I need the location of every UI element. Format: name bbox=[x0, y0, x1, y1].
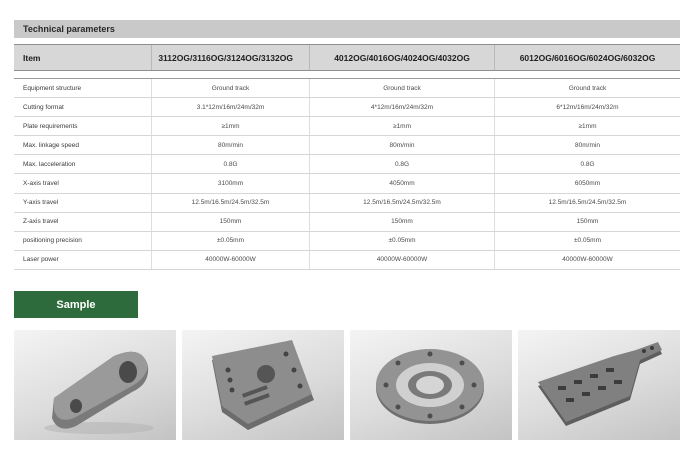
table-row bbox=[14, 194, 680, 213]
row-value: 40000W-60000W bbox=[494, 251, 680, 269]
table-row bbox=[14, 155, 680, 174]
header-model-40: 4012OG/4016OG/4024OG/4032OG bbox=[309, 45, 494, 70]
table-row bbox=[14, 213, 680, 232]
row-value: 150mm bbox=[151, 213, 309, 231]
row-label: Plate requirements bbox=[23, 122, 78, 130]
table-row bbox=[14, 232, 680, 251]
row-value: ±0.05mm bbox=[494, 232, 680, 250]
row-label: positioning precision bbox=[23, 237, 82, 245]
row-value: Ground track bbox=[151, 79, 309, 97]
row-value: 40000W-60000W bbox=[309, 251, 494, 269]
row-value: 150mm bbox=[494, 213, 680, 231]
metal-bracket-icon bbox=[14, 330, 176, 440]
table-row bbox=[14, 98, 680, 117]
machined-plate-icon bbox=[182, 330, 344, 440]
table-row bbox=[14, 79, 680, 98]
row-value: 0.8G bbox=[309, 155, 494, 173]
row-label: Z-axis travel bbox=[23, 218, 59, 226]
row-value: 6*12m/16m/24m/32m bbox=[494, 98, 680, 116]
row-value: 80m/min bbox=[494, 136, 680, 154]
row-value: ≥1mm bbox=[494, 117, 680, 135]
section-title: Technical parameters bbox=[14, 20, 680, 38]
table-row bbox=[14, 117, 680, 136]
parameters-table bbox=[14, 44, 680, 270]
perforated-arm-icon bbox=[518, 330, 680, 440]
row-value: ±0.05mm bbox=[151, 232, 309, 250]
row-value: 150mm bbox=[309, 213, 494, 231]
sample-photo-arm bbox=[518, 330, 680, 440]
row-label: X-axis travel bbox=[23, 180, 59, 188]
row-label: Y-axis travel bbox=[23, 199, 59, 207]
sample-photo-gear bbox=[350, 330, 512, 440]
row-value: 12.5m/16.5m/24.5m/32.5m bbox=[494, 194, 680, 212]
row-value: ≥1mm bbox=[151, 117, 309, 135]
row-value: 12.5m/16.5m/24.5m/32.5m bbox=[151, 194, 309, 212]
row-label: Laser power bbox=[23, 256, 59, 264]
table-header bbox=[14, 44, 680, 71]
header-item: Item bbox=[23, 52, 41, 63]
row-label: Max. lacceleration bbox=[23, 160, 76, 168]
table-row bbox=[14, 251, 680, 270]
row-value: 6050mm bbox=[494, 174, 680, 192]
sample-photo-plate bbox=[182, 330, 344, 440]
row-value: ≥1mm bbox=[309, 117, 494, 135]
row-value: Ground track bbox=[309, 79, 494, 97]
sample-tab[interactable]: Sample bbox=[14, 291, 138, 318]
row-value: ±0.05mm bbox=[309, 232, 494, 250]
gear-ring-icon bbox=[350, 330, 512, 440]
row-label: Equipment structure bbox=[23, 84, 82, 92]
row-value: 4050mm bbox=[309, 174, 494, 192]
header-model-60: 6012OG/6016OG/6024OG/6032OG bbox=[494, 45, 680, 70]
row-value: 40000W-60000W bbox=[151, 251, 309, 269]
row-label: Cutting format bbox=[23, 103, 64, 111]
row-value: 4*12m/16m/24m/32m bbox=[309, 98, 494, 116]
row-value: 80m/min bbox=[309, 136, 494, 154]
row-value: 80m/min bbox=[151, 136, 309, 154]
table-row bbox=[14, 136, 680, 155]
row-value: 0.8G bbox=[494, 155, 680, 173]
row-label: Max. linkage speed bbox=[23, 141, 80, 149]
sample-photo-bracket bbox=[14, 330, 176, 440]
row-value: 3.1*12m/16m/24m/32m bbox=[151, 98, 309, 116]
row-value: Ground track bbox=[494, 79, 680, 97]
row-value: 12.5m/16.5m/24.5m/32.5m bbox=[309, 194, 494, 212]
row-value: 0.8G bbox=[151, 155, 309, 173]
header-model-31: 3112OG/3116OG/3124OG/3132OG bbox=[151, 45, 309, 70]
row-value: 3100mm bbox=[151, 174, 309, 192]
table-row bbox=[14, 174, 680, 193]
